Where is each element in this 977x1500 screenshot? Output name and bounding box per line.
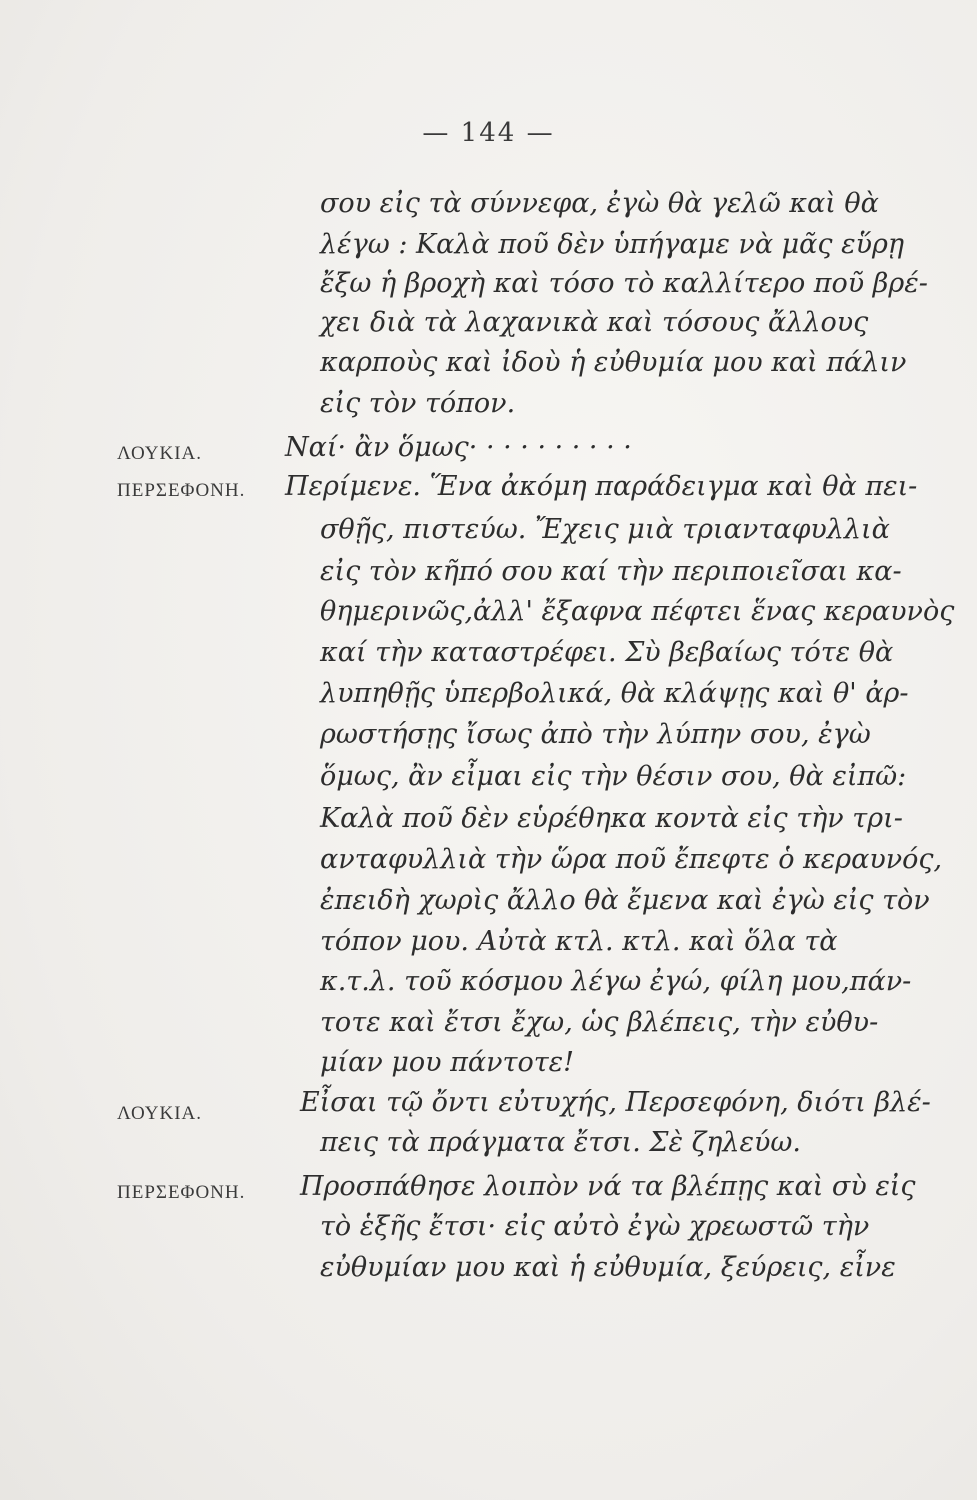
text-line: εἰς τὸν τόπον. [320,388,516,419]
dialogue-line: εὐθυμίαν μου καὶ ἡ εὐθυμία, ξεύρεις, εἶνε [320,1252,896,1283]
dialogue-line: ἐπειδὴ χωρὶς ἄλλο θὰ ἔμενα καὶ ἐγὼ εἰς τὸν [320,885,930,916]
dialogue-line: ρωστήσῃς ἴσως ἀπὸ τὴν λύπην σου, ἐγὼ [320,719,871,750]
text-line: λέγω : Καλὰ ποῦ δὲν ὑπήγαμε νὰ μᾶς εὕρῃ [320,229,905,260]
dialogue-line: μίαν μου πάντοτε! [320,1047,575,1078]
text-line: ἔξω ἡ βροχὴ καὶ τόσο τὸ καλλίτερο ποῦ βρέ- [320,268,928,299]
dialogue-line: σθῇς, πιστεύω. Ἔχεις μιὰ τριανταφυλλιὰ [320,514,890,545]
dialogue-line: κ.τ.λ. τοῦ κόσμου λέγω ἐγώ, φίλη μου,πάν- [320,966,912,997]
dialogue-line: τόπον μου. Αὐτὰ κτλ. κτλ. καὶ ὅλα τὰ [320,926,838,957]
speaker-name: ΠΕΡΣΕΦΟΝΗ. [117,1182,246,1203]
text-line: σου εἰς τὰ σύννεφα, ἐγὼ θὰ γελῶ καὶ θὰ [320,188,879,219]
dialogue-line: Προσπάθησε λοιπὸν νά τα βλέπῃς καὶ σὺ εἰς [300,1171,916,1202]
dialogue-line: τοτε καὶ ἔτσι ἔχω, ὡς βλέπεις, τὴν εὐθυ- [320,1007,879,1038]
dialogue-line: Ναί· ἂν ὅμως· · · · · · · · · · [285,432,632,463]
text-line: καρποὺς καὶ ἰδοὺ ἡ εὐθυμία μου καὶ πάλιν [320,347,907,378]
dialogue-line: τὸ ἑξῆς ἔτσι· εἰς αὐτὸ ἐγὼ χρεωστῶ τὴν [320,1211,870,1242]
speaker-name: ΛΟΥΚΙΑ. [117,443,203,464]
dialogue-line: καί τὴν καταστρέφει. Σὺ βεβαίως τότε θὰ [320,637,894,668]
dialogue-line: λυπηθῇς ὑπερβολικά, θὰ κλάψῃς καὶ θ' ἀρ- [320,678,909,709]
dialogue-line: ανταφυλλιὰ τὴν ὥρα ποῦ ἔπεφτε ὁ κεραυνός, [320,844,943,875]
dialogue-line: Καλὰ ποῦ δὲν εὑρέθηκα κοντὰ εἰς τὴν τρι- [320,803,903,834]
speaker-name: ΛΟΥΚΙΑ. [117,1103,203,1124]
dialogue-line: εἰς τὸν κῆπό σου καί τὴν περιποιεῖσαι κα- [320,556,902,587]
text-line: χει διὰ τὰ λαχανικὰ καὶ τόσους ἄλλους [320,307,869,338]
dialogue-line: πεις τὰ πράγματα ἔτσι. Σὲ ζηλεύω. [320,1127,801,1158]
speaker-name: ΠΕΡΣΕΦΟΝΗ. [117,480,246,501]
dialogue-line: Εἶσαι τῷ ὄντι εὐτυχής, Περσεφόνη, διότι βλέ- [300,1087,931,1118]
dialogue-line: ὅμως, ἂν εἶμαι εἰς τὴν θέσιν σου, θὰ εἰπῶ: [320,761,907,792]
dialogue-line: Περίμενε. Ἕνα ἀκόμη παράδειγμα καὶ θὰ πει- [285,471,918,502]
page-number: — 144 — [422,118,555,148]
dialogue-line: θημερινῶς,ἀλλ' ἔξαφνα πέφτει ἕνας κεραυνὸς [320,596,955,627]
